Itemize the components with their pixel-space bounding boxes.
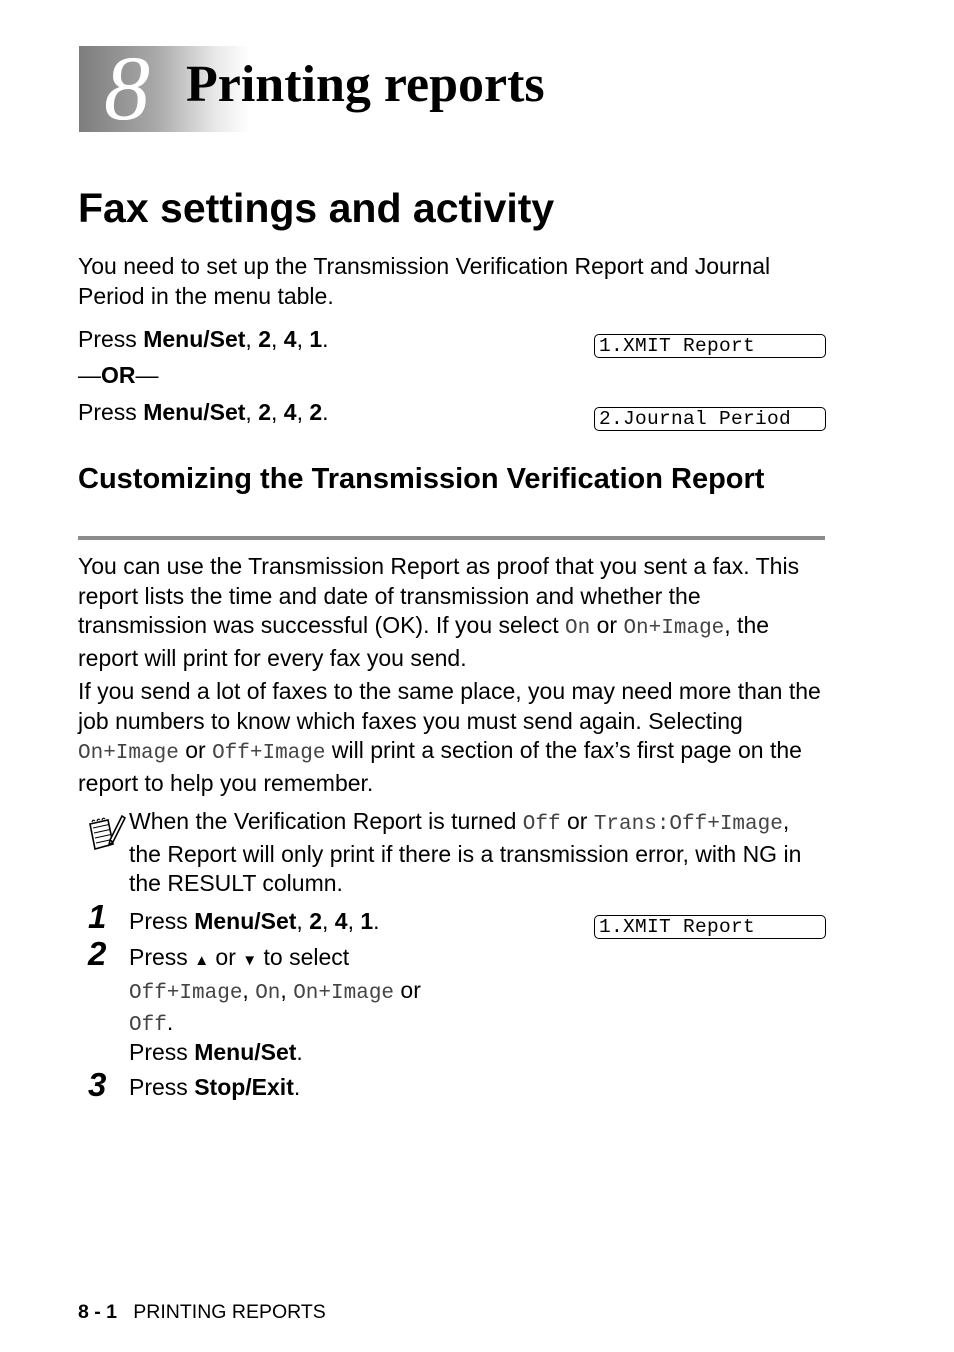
step-number-1: 1 xyxy=(88,898,107,935)
menu-set-key: Menu/Set xyxy=(194,908,297,934)
footer-chapter-title: PRINTING REPORTS xyxy=(133,1301,326,1323)
press-line-2: Press Menu/Set, 2, 4, 2. xyxy=(78,399,329,425)
paragraph-image-option: If you send a lot of faxes to the same place, you may need more than the job numbers to know which faxes you must send again. Selecting On+Image or Off+Image will print a section of the fax’s first page on the report to help you remember. xyxy=(78,678,821,796)
step-number-2: 2 xyxy=(88,935,107,972)
step-3-text: Press Stop/Exit. xyxy=(129,1074,301,1100)
note-text: When the Verification Report is turned Off or Trans:Off+Image, the Report will only print if there is a transmission error, with NG in the RESULT column. xyxy=(129,808,802,896)
lcd-display-xmit-report-step: 1.XMIT Report xyxy=(594,915,826,939)
section-rule xyxy=(78,536,825,540)
page-footer xyxy=(78,1300,326,1324)
step-2-press: Press Menu/Set. xyxy=(129,1039,303,1065)
down-arrow-icon: ▼ xyxy=(242,952,258,969)
menu-set-key: Menu/Set xyxy=(143,399,246,425)
lcd-display-xmit-report: 1.XMIT Report xyxy=(594,334,826,358)
intro-paragraph: You need to set up the Transmission Verification Report and Journal Period in the menu table. xyxy=(78,253,771,309)
chapter-number: 8 xyxy=(104,37,150,139)
chapter-title: Printing reports xyxy=(186,56,545,113)
step-2-text: Press ▲ or ▼ to select Off+Image, On, On+Image or Off. xyxy=(129,944,421,1037)
step-number-3: 3 xyxy=(88,1066,107,1103)
section-title: Fax settings and activity xyxy=(78,185,555,231)
step-1-text: Press Menu/Set, 2, 4, 1. xyxy=(129,908,380,934)
lcd-display-journal-period: 2.Journal Period xyxy=(594,407,826,431)
note-pad-icon xyxy=(86,812,126,854)
press-line-1: Press Menu/Set, 2, 4, 1. xyxy=(78,326,329,352)
or-separator: —OR— xyxy=(78,362,159,388)
menu-set-key: Menu/Set xyxy=(143,326,246,352)
stop-exit-key: Stop/Exit xyxy=(194,1074,294,1100)
page-number: 8 - 1 xyxy=(78,1301,118,1323)
up-arrow-icon: ▲ xyxy=(194,952,210,969)
paragraph-transmission-report: You can use the Transmission Report as proof that you sent a fax. This report lists the time and date of transmission and whether the transmission was successful (OK). If you select On or On+Image, the report will print for every fax you send. xyxy=(78,553,800,671)
menu-set-key: Menu/Set xyxy=(194,1039,297,1065)
subsection-title: Customizing the Transmission Verification Report xyxy=(78,463,765,495)
